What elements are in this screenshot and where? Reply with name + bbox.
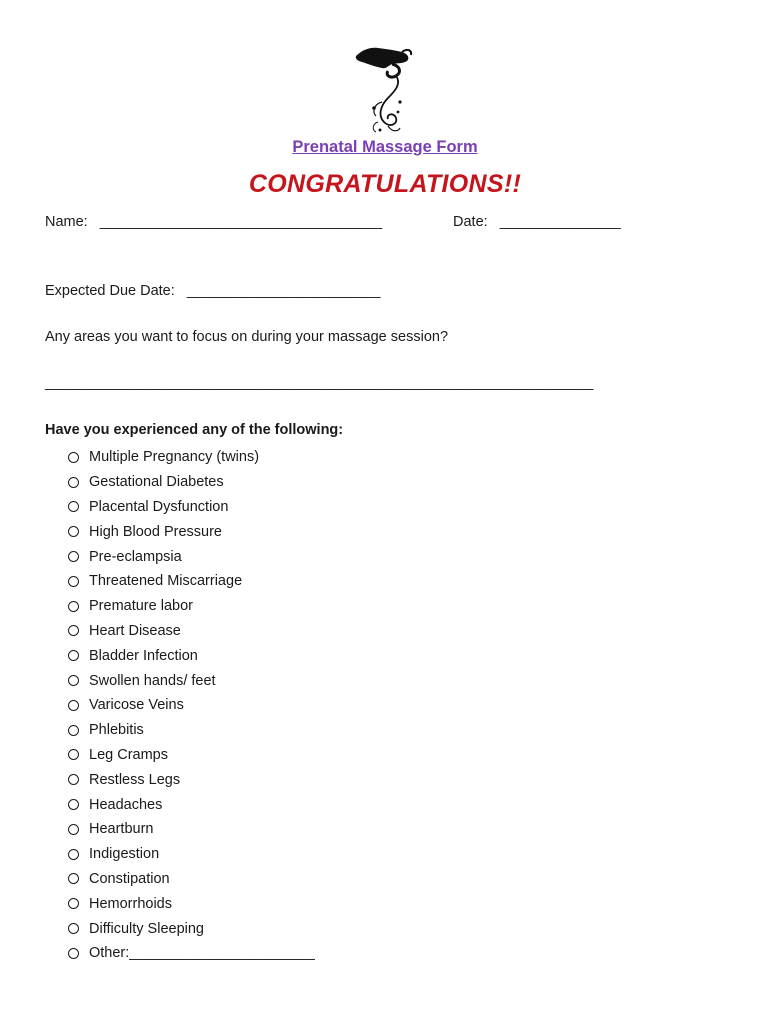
- checklist-item[interactable]: [68, 817, 315, 842]
- checklist-item[interactable]: [68, 767, 315, 792]
- checklist-item-label: Placental Dysfunction: [89, 498, 229, 515]
- checklist-item-label: Difficulty Sleeping: [89, 920, 204, 937]
- checklist-item-label: Heartburn: [89, 821, 154, 838]
- checklist-item-label: Indigestion: [89, 846, 160, 863]
- radio-circle-icon[interactable]: [68, 700, 79, 711]
- checklist-item-label: Gestational Diabetes: [89, 474, 224, 491]
- checklist-item-label: Headaches: [89, 796, 163, 813]
- checklist-item-label: Threatened Miscarriage: [89, 573, 243, 590]
- radio-circle-icon[interactable]: [68, 551, 79, 562]
- checklist-item-label: Leg Cramps: [89, 746, 168, 763]
- radio-circle-icon[interactable]: [68, 501, 79, 512]
- radio-circle-icon[interactable]: [68, 898, 79, 909]
- checklist-item-label: Restless Legs: [89, 771, 181, 788]
- checklist-item-label: Pre-eclampsia: [89, 548, 182, 565]
- checklist-heading: Have you experienced any of the following:: [45, 422, 344, 438]
- radio-circle-icon[interactable]: [68, 625, 79, 636]
- date-field[interactable]: Date: _______________: [453, 214, 621, 230]
- checklist-item[interactable]: [68, 718, 315, 743]
- radio-circle-icon[interactable]: [68, 749, 79, 760]
- checklist-item-label: Multiple Pregnancy (twins): [89, 449, 260, 466]
- checklist-item[interactable]: [68, 792, 315, 817]
- checklist-item[interactable]: [68, 519, 315, 544]
- radio-circle-icon[interactable]: [68, 576, 79, 587]
- radio-circle-icon[interactable]: [68, 923, 79, 934]
- radio-circle-icon[interactable]: [68, 873, 79, 884]
- checklist-item-label: Bladder Infection: [89, 647, 198, 664]
- checklist-item[interactable]: [68, 594, 315, 619]
- due-date-field[interactable]: Expected Due Date: ________________________: [45, 283, 381, 299]
- radio-circle-icon[interactable]: [68, 650, 79, 661]
- checklist-item[interactable]: [68, 470, 315, 495]
- checklist-item-label: Other:_______________________: [89, 945, 315, 962]
- checklist-item[interactable]: [68, 891, 315, 916]
- condition-checklist: [68, 445, 315, 966]
- checklist-item-label: Heart Disease: [89, 622, 181, 639]
- checklist-item[interactable]: [68, 643, 315, 668]
- radio-circle-icon[interactable]: [68, 849, 79, 860]
- radio-circle-icon[interactable]: [68, 774, 79, 785]
- checklist-item[interactable]: [68, 619, 315, 644]
- checklist-item-label: Phlebitis: [89, 722, 144, 739]
- checklist-item-label: Varicose Veins: [89, 697, 184, 714]
- checklist-item[interactable]: [68, 842, 315, 867]
- checklist-item[interactable]: [68, 569, 315, 594]
- headline: CONGRATULATIONS!!: [248, 170, 522, 198]
- checklist-item[interactable]: [68, 867, 315, 892]
- checklist-item-label: High Blood Pressure: [89, 523, 222, 540]
- radio-circle-icon[interactable]: [68, 824, 79, 835]
- checklist-item[interactable]: [68, 743, 315, 768]
- checklist-item[interactable]: [68, 916, 315, 941]
- focus-question: Any areas you want to focus on during your massage session?: [45, 329, 449, 345]
- form-title: Prenatal Massage Form: [292, 138, 478, 156]
- checklist-item[interactable]: [68, 693, 315, 718]
- radio-circle-icon[interactable]: [68, 452, 79, 463]
- focus-answer-field[interactable]: ____________________________________________________________________: [45, 375, 594, 391]
- radio-circle-icon[interactable]: [68, 948, 79, 959]
- checklist-item-label: Premature labor: [89, 598, 193, 615]
- radio-circle-icon[interactable]: [68, 477, 79, 488]
- checklist-item[interactable]: [68, 544, 315, 569]
- radio-circle-icon[interactable]: [68, 526, 79, 537]
- radio-circle-icon[interactable]: [68, 799, 79, 810]
- checklist-item-label: Hemorrhoids: [89, 895, 172, 912]
- checklist-item-label: Swollen hands/ feet: [89, 672, 216, 689]
- checklist-item-label: Constipation: [89, 870, 170, 887]
- checklist-item[interactable]: [68, 668, 315, 693]
- hand-holding-swirl-logo-icon: [352, 42, 416, 138]
- radio-circle-icon[interactable]: [68, 601, 79, 612]
- checklist-item-other[interactable]: [68, 941, 315, 966]
- checklist-item[interactable]: [68, 445, 315, 470]
- radio-circle-icon[interactable]: [68, 725, 79, 736]
- checklist-item[interactable]: [68, 495, 315, 520]
- radio-circle-icon[interactable]: [68, 675, 79, 686]
- name-field[interactable]: Name: ___________________________________: [45, 214, 383, 230]
